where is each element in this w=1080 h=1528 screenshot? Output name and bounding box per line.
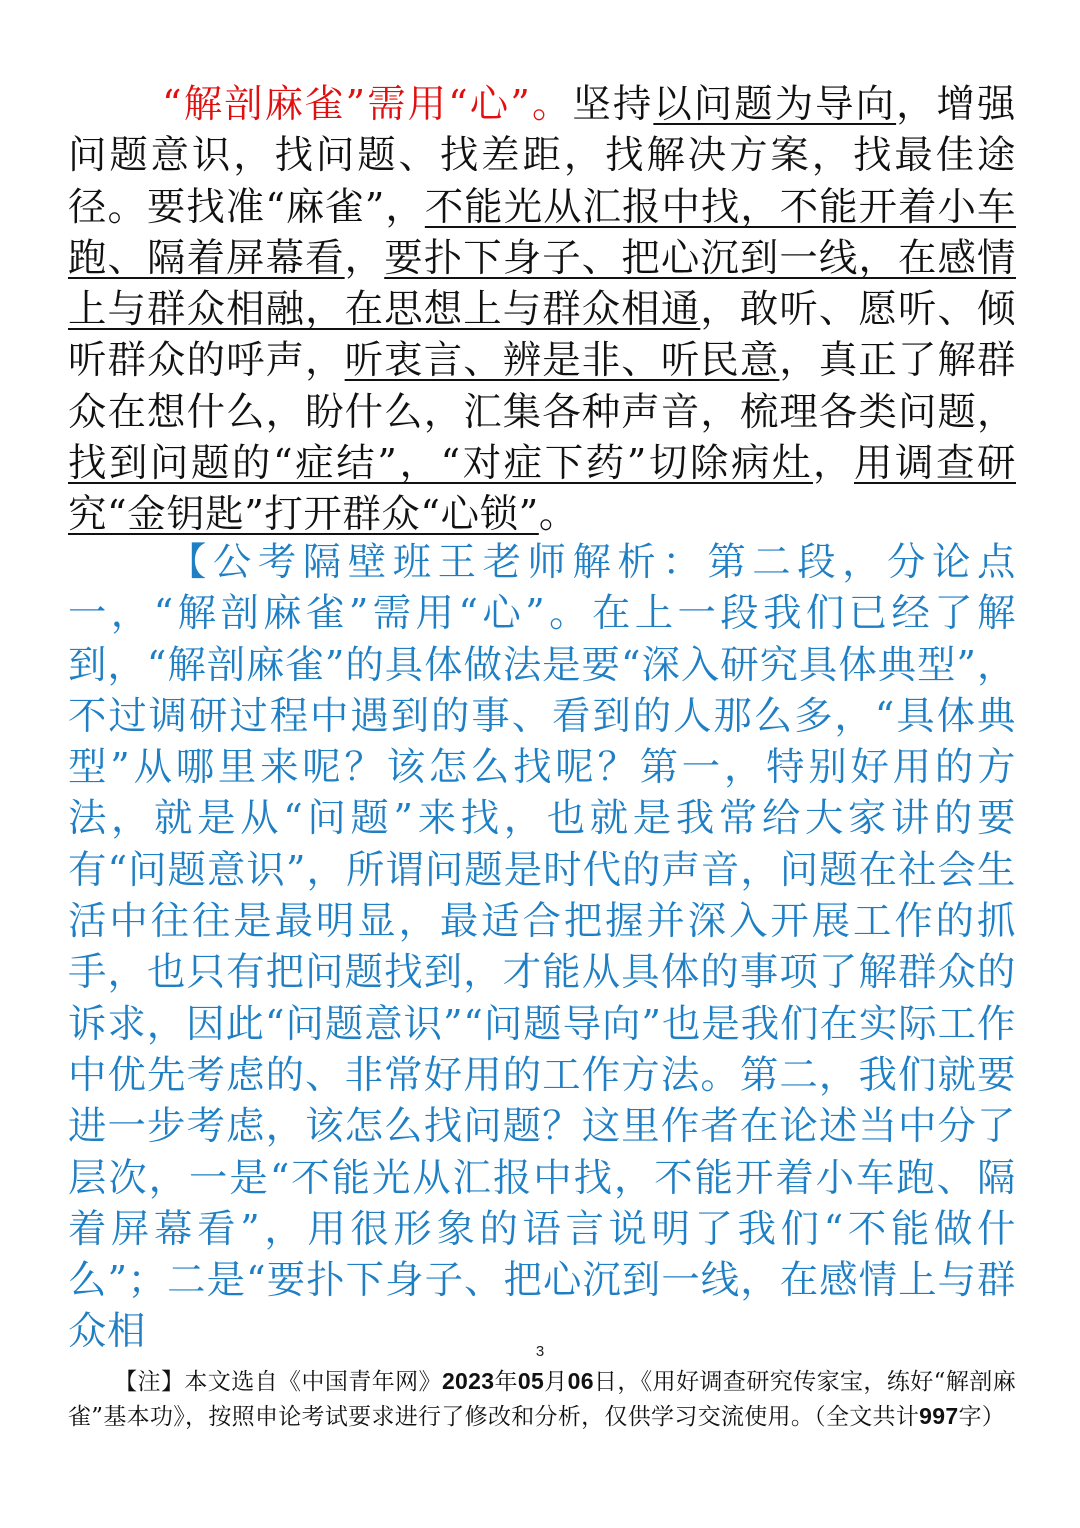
source-note [68, 1364, 1016, 1434]
note-month: 05 [517, 1368, 545, 1394]
body-text: ，真正了解群众在想什么，盼什么，汇集各种声音，梳理各类问题， [68, 338, 1016, 435]
underlined-phrase: 用调查研究“金钥匙”打开群众“心锁” [68, 441, 1016, 538]
underlined-phrase: 不能光从汇报中找，不能开着小车跑、隔着屏幕看 [68, 184, 1016, 281]
body-text: 坚持 [572, 82, 654, 127]
analysis-paragraph [68, 537, 1016, 1358]
note-word-count: 997 [919, 1403, 959, 1429]
body-paragraph [68, 79, 1016, 541]
page-number: 3 [535, 1343, 545, 1360]
body-text: 。 [538, 492, 578, 538]
analysis-text: 【公考隔壁班王老师解析：第二段，分论点一，“解剖麻雀”需用“心”。在上一段我们已经了解到，“解剖麻雀”的具体做法是要“深入研究具体典型”，不过调研过程中遇到的事、看到的人那么多，“具体典型”从哪里来呢？该怎么找呢？第一，特别好用的方法，就是从“问题”来找，也就是我常给大家讲的要有“问题意识”，所谓问题是时代的声音，问题在社会生活中往往是最明显，最适合把握并深入开展工作的抓手，也只有把问题找到，才能从具体的事项了解群众的诉求，因此“问题意识”“问题导向”也是我们在实际工作中优先考虑的、非常好用的工作方法。第二，我们就要进一步考虑，该怎么找问题？这里作者在论述当中分了层次，一是“不能光从汇报中找，不能开着小车跑、隔着屏幕看”，用很形象的语言说明了我们“不能做什么”；二是“要扑下身子、把心沉到一线，在感情上与群众相 [68, 540, 1016, 1355]
note-year: 2023 [441, 1368, 495, 1394]
underlined-phrase: 找到问题的“症结”，“对症下药”切除病灶 [68, 441, 813, 487]
underlined-phrase: 要扑下身子、把心沉到一线，在感情上与群众相融，在思想上与群众相通 [68, 235, 1016, 333]
body-text: ， [812, 441, 854, 487]
note-text: 年 [494, 1369, 518, 1395]
section-heading: “解剖麻雀”需用“心”。 [162, 82, 573, 127]
note-text: 日，《用好调查研究传家宝，练好“解剖麻雀”基本功》，按照申论考试要求进行了修改和分析，仅供学习交流使用。（全文共计 [68, 1369, 1016, 1430]
note-day: 06 [567, 1368, 594, 1394]
note-text: 月 [544, 1369, 568, 1395]
body-text: ，敢听、愿听、倾听群众的呼声， [68, 287, 1016, 384]
underlined-phrase: 以问题为导向 [653, 82, 897, 127]
note-text: 【注】本文选自《中国青年网》 [114, 1369, 442, 1395]
underlined-phrase: 听衷言、辨是非、听民意 [344, 338, 780, 384]
note-text: 字） [958, 1404, 1006, 1430]
body-text: ， [344, 235, 385, 281]
body-text: ，增强问题意识，找问题、找差距，找解决方案，找最佳途径。要找准“麻雀”， [68, 82, 1016, 230]
